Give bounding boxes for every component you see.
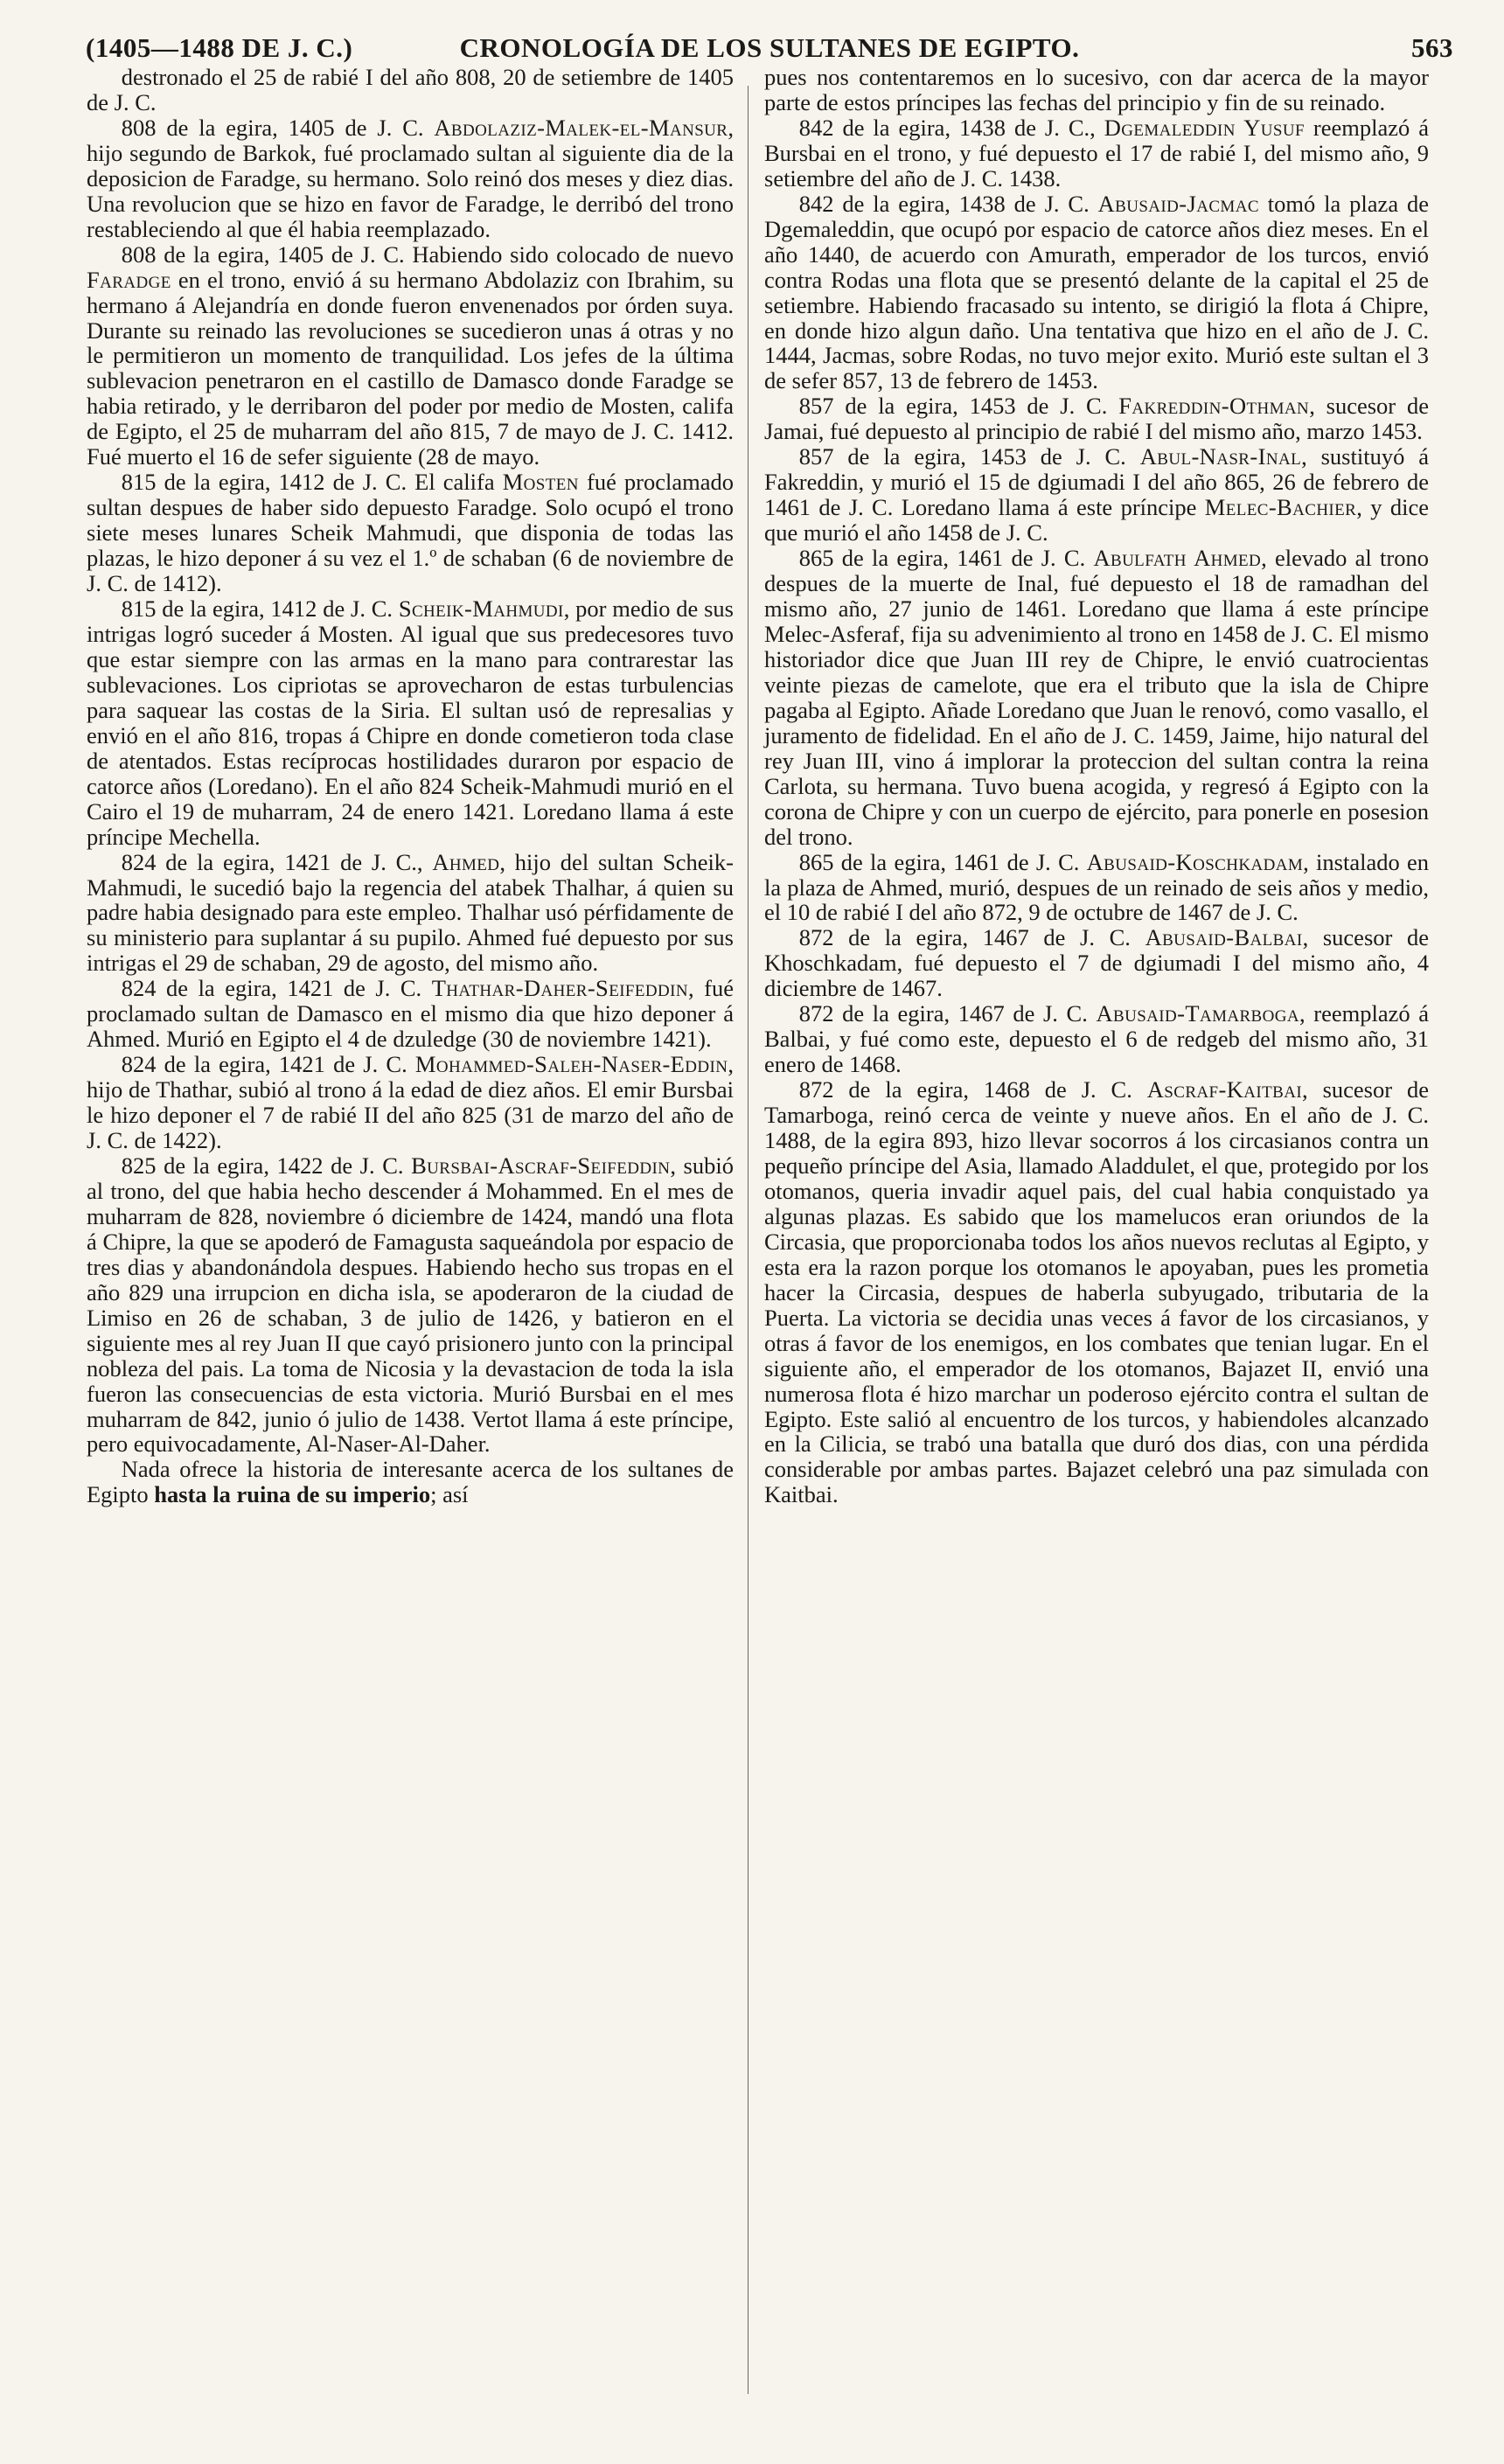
text-run: 815 de la egira, 1412 de J. C. El califa <box>121 469 503 496</box>
text-run: Nada ofrece la historia de interesante acerca de los sultanes de Egipto <box>87 1456 734 1508</box>
paragraph <box>87 1153 734 1457</box>
text-run: , hijo de Thathar, subió al trono á la edad de diez años. El emir Bursbai le hizo deponer el 7 de rabié II del año 825 (31 de marzo del año de J. C. de 1422). <box>87 1051 734 1154</box>
header-date-range: (1405—1488 DE J. C.) <box>86 32 353 63</box>
text-run: , sucesor de Khoschkadam, fué depuesto el 7 de dgiumadi I del mismo año, 4 diciembre de 1467. <box>764 924 1429 1002</box>
text-run: 815 de la egira, 1412 de J. C. <box>121 595 399 623</box>
paragraph <box>87 242 734 470</box>
paragraph <box>764 191 1429 394</box>
sultan-name: Ascraf-Kaitbai <box>1146 1076 1303 1103</box>
text-run: hasta la ruina de su imperio <box>154 1481 431 1508</box>
paragraph <box>87 1457 734 1507</box>
text-run: , sustituyó á Fakreddin, y murió el 15 de dgiumadi I del año 865, 26 de febrero de 1461 de J. C. Loredano llama á este príncipe <box>764 443 1429 521</box>
paragraph <box>87 850 734 977</box>
paragraph <box>87 596 734 850</box>
paragraph <box>87 1052 734 1153</box>
text-run: 842 de la egira, 1438 de J. C. <box>798 190 1098 217</box>
paragraph <box>764 546 1429 849</box>
text-run: pues nos contentaremos en lo sucesivo, con dar acerca de la mayor parte de estos príncipes las fechas del principio y fin de su reinado. <box>764 64 1429 115</box>
sultan-name: Mosten <box>502 469 579 496</box>
left-column <box>87 65 734 1507</box>
sultan-name: Fakreddin-Othman <box>1118 393 1310 420</box>
paragraph <box>764 115 1429 191</box>
text-run: , fué proclamado sultan de Damasco en el mismo dia que hizo deponer á Ahmed. Murió en Egipto el 4 de dzuledge (30 de noviembre 1421). <box>87 975 734 1053</box>
sultan-name: Abusaid-Koschkadam <box>1086 848 1304 875</box>
paragraph <box>764 925 1429 1001</box>
text-run: , sucesor de Tamarboga, reinó cerca de veinte y nueve años. En el año de J. C. 1488, de la egira 893, hizo llevar socorros á los circasianos contra un pequeño príncipe del Asia, llamado Aladdulet, el que, protegido por los otomanos, queria invadir aquel pais, del cual habia conquistado ya algunas plazas. Es sabido que los mamelucos eran oriundos de la Circasia, que proporcionaba todos los años nuevos reclutas al Egipto, y esta era la razon porque los otomanos le apoyaban, pues les prometia hacer la Circasia, despues de haberla subyugado, tributaria de la Puerta. La victoria se decidia unas veces á favor de los circasianos, y otras á favor de los enemigos, en los combates que tenian lugar. En el siguiente año, el emperador de los otomanos, Bajazet II, envió una numerosa flota é hizo marchar un poderoso ejército contra el sultan de Egipto. Este salió al encuentro de los turcos, y habiendoles alcanzado en la Cilicia, se trabó una batalla que duró dos dias, con una pérdida considerable por ambas partes. Bajazet celebró una paz simulada con Kaitbai. <box>764 1076 1429 1508</box>
sultan-name: Scheik-Mahmudi <box>398 595 564 623</box>
text-run: tomó la plaza de Dgemaleddin, que ocupó por espacio de catorce años diez meses. En el año 1440, de acuerdo con Amurath, emperador de los turcos, envió contra Rodas una flota que se presentó delante de la capital el 25 de setiembre. Habiendo fracasado su intento, se dirigió la flota á Chipre, en donde hizo algun daño. Una tentativa que hizo en el año de J. C. 1444, Jacmas, sobre Rodas, no tuvo mejor exito. Murió este sultan el 3 de sefer 857, 13 de febrero de 1453. <box>764 190 1429 394</box>
header-title: CRONOLOGÍA DE LOS SULTANES DE EGIPTO. <box>459 32 1080 63</box>
text-run: 872 de la egira, 1468 de J. C. <box>798 1076 1147 1103</box>
text-run: fué proclamado sultan despues de haber sido depuesto Faradge. Solo ocupó el trono siete meses lunares Scheik Mahmudi, que disponia de todas las plazas, le hizo deponer á su vez el 1.º de schaban (6 de noviembre de J. C. de 1412). <box>87 469 734 597</box>
text-run: , y dice que murió el año 1458 de J. C. <box>764 494 1430 546</box>
text-run: 824 de la egira, 1421 de J. C., <box>121 848 433 875</box>
paragraph <box>764 1001 1429 1077</box>
paragraph <box>764 850 1429 926</box>
sultan-name: Abusaid-Jacmac <box>1097 190 1259 217</box>
text-run: , hijo del sultan Scheik-Mahmudi, le sucedió bajo la regencia del atabek Thalhar, á quien su padre habia designado para este empleo. Thalhar usó pérfidamente de su ministerio para suplantar á su pupilo. Ahmed fué depuesto por sus intrigas el 29 de schaban, 29 de agosto, del mismo año. <box>87 848 734 977</box>
column-divider <box>748 86 749 2394</box>
text-run: , subió al trono, del que habia hecho descender á Mohammed. En el mes de muharram de 828, noviembre ó diciembre de 1424, mandó una flota á Chipre, la que se apoderó de Famagusta saqueándola por espacio de tres dias y abandonándola despues. Habiendo hecho sus tropas en el año 829 una irrupcion en dicha isla, se apoderaron de la ciudad de Limiso en 26 de schaban, 3 de julio de 1426, y batieron en el siguiente mes al rey Juan II que cayó prisionero junto con la principal nobleza del pais. La toma de Nicosia y la devastacion de toda la isla fueron las consecuencias de esta victoria. Murió Bursbai en el mes muharram de 842, junio ó julio de 1438. Vertot llama á este príncipe, pero equivocadamente, Al-Naser-Al-Daher. <box>87 1152 734 1458</box>
page-number: 563 <box>1411 32 1453 63</box>
text-run: 825 de la egira, 1422 de J. C. <box>121 1152 412 1179</box>
paragraph <box>87 115 734 242</box>
text-run: , reemplazó á Balbai, y fué como este, depuesto el 6 de redgeb del mismo año, 31 enero de 1468. <box>764 1000 1429 1078</box>
paragraph <box>87 976 734 1052</box>
text-run: 824 de la egira, 1421 de J. C. <box>121 975 432 1002</box>
text-run: 824 de la egira, 1421 de J. C. <box>121 1051 415 1078</box>
paragraph <box>764 65 1429 115</box>
sultan-name: Abulfath Ahmed <box>1093 545 1262 572</box>
sultan-name: Abul-Nasr-Inal <box>1139 443 1302 470</box>
paragraph <box>764 1077 1429 1507</box>
sultan-name: Mohammed-Saleh-Naser-Eddin <box>414 1051 728 1078</box>
text-run: reemplazó á Bursbai en el trono, y fué depuesto el 17 de rabié I, del mismo año, 9 setiembre del año de J. C. 1438. <box>764 114 1429 191</box>
sultan-name: Ahmed <box>432 848 500 875</box>
paragraph <box>87 470 734 596</box>
sultan-name: Thathar-Daher-Seifeddin <box>431 975 688 1002</box>
text-run: 808 de la egira, 1405 de J. C. Habiendo sido colocado de nuevo <box>121 240 734 268</box>
text-run: , hijo segundo de Barkok, fué proclamado sultan al siguiente dia de la deposicion de Faradge, su hermano. Solo reinó dos meses y diez dias. Una revolucion que se hizo en favor de Faradge, le derribó del trono restableciendo al que él habia reemplazado. <box>87 114 734 242</box>
text-run: , elevado al trono despues de la muerte de Inal, fué depuesto el 18 de ramadhan del mismo año, 27 junio de 1461. Loredano que llama á este príncipe Melec-Asferaf, fija su advenimiento al trono en 1458 de J. C. El mismo historiador dice que Juan III rey de Chipre, le envió cuatrocientas veinte piezas de camelote, que era el tributo que la isla de Chipre pagaba al Egipto. Añade Loredano que Juan le renovó, como vasallo, el juramento de fidelidad. En el año de J. C. 1459, Jaime, hijo natural del rey Juan III, vino á implorar la proteccion del sultan contra la reina Carlota, su hermana. Tuvo buena acogida, y regresó á Egipto con la corona de Chipre y con un cuerpo de ejército, para ponerle en posesion del trono. <box>764 545 1429 850</box>
text-run: 872 de la egira, 1467 de J. C. <box>798 1000 1097 1027</box>
sultan-name: Dgemaleddin Yusuf <box>1104 114 1305 141</box>
text-run: , instalado en la plaza de Ahmed, murió, despues de un reinado de seis años y medio, el 10 de rabié I del año 872, 9 de octubre de 1467 de J. C. <box>764 848 1429 926</box>
sultan-name: Faradge <box>87 266 171 293</box>
right-column <box>764 65 1429 1507</box>
text-run: 857 de la egira, 1453 de J. C. <box>798 443 1140 470</box>
text-run: 872 de la egira, 1467 de J. C. <box>798 924 1145 951</box>
paragraph <box>764 444 1429 546</box>
paragraph <box>87 65 734 115</box>
sultan-name: Melec-Bachier <box>1204 494 1357 521</box>
sultan-name: Abusaid-Tamarboga <box>1096 1000 1299 1027</box>
text-run: 842 de la egira, 1438 de J. C., <box>798 114 1104 141</box>
text-run: , sucesor de Jamai, fué depuesto al principio de rabié I del mismo año, marzo 1453. <box>764 393 1429 445</box>
text-run: destronado el 25 de rabié I del año 808, 20 de setiembre de 1405 de J. C. <box>87 64 734 115</box>
text-run: 808 de la egira, 1405 de J. C. <box>121 114 435 141</box>
text-run: , por medio de sus intrigas logró suceder á Mosten. Al igual que sus predecesores tuvo que estar siempre con las armas en la mano para contrarestar las sublevaciones. Los cipriotas se aprovecharon de estas turbulencias para saquear las costas de la Siria. El sultan usó de represalias y envió en el año 816, tropas á Chipre en donde cometieron toda clase de atentados. Estas recíprocas hostilidades duraron por espacio de catorce años (Loredano). En el año 824 Scheik-Mahmudi murió en el Cairo el 19 de muharram, 24 de enero 1421. Loredano llama á este príncipe Mechella. <box>87 595 734 850</box>
sultan-name: Abusaid-Balbai <box>1145 924 1303 951</box>
text-run: 865 de la egira, 1461 de J. C. <box>798 848 1087 875</box>
text-run: en el trono, envió á su hermano Abdolaziz con Ibrahim, su hermano á Alejandría en donde fueron envenenados por órden suya. Durante su reinado las revoluciones se sucedieron unas á otras y no le permitieron un momento de tranquilidad. Los jefes de la última sublevacion penetraron en el castillo de Damasco donde Faradge se habia retirado, y le derribaron del poder por medio de Mosten, califa de Egipto, el 25 de muharram del año 815, 7 de mayo de J. C. 1412. Fué muerto el 16 de sefer siguiente (28 de mayo. <box>87 266 734 470</box>
sultan-name: Abdolaziz-Malek-el-Mansur <box>434 114 728 141</box>
sultan-name: Bursbai-Ascraf-Seifeddin <box>411 1152 671 1179</box>
text-run: 857 de la egira, 1453 de J. C. <box>798 393 1119 420</box>
text-run: ; así <box>430 1481 469 1508</box>
text-run: 865 de la egira, 1461 de J. C. <box>798 545 1094 572</box>
paragraph <box>764 393 1429 444</box>
